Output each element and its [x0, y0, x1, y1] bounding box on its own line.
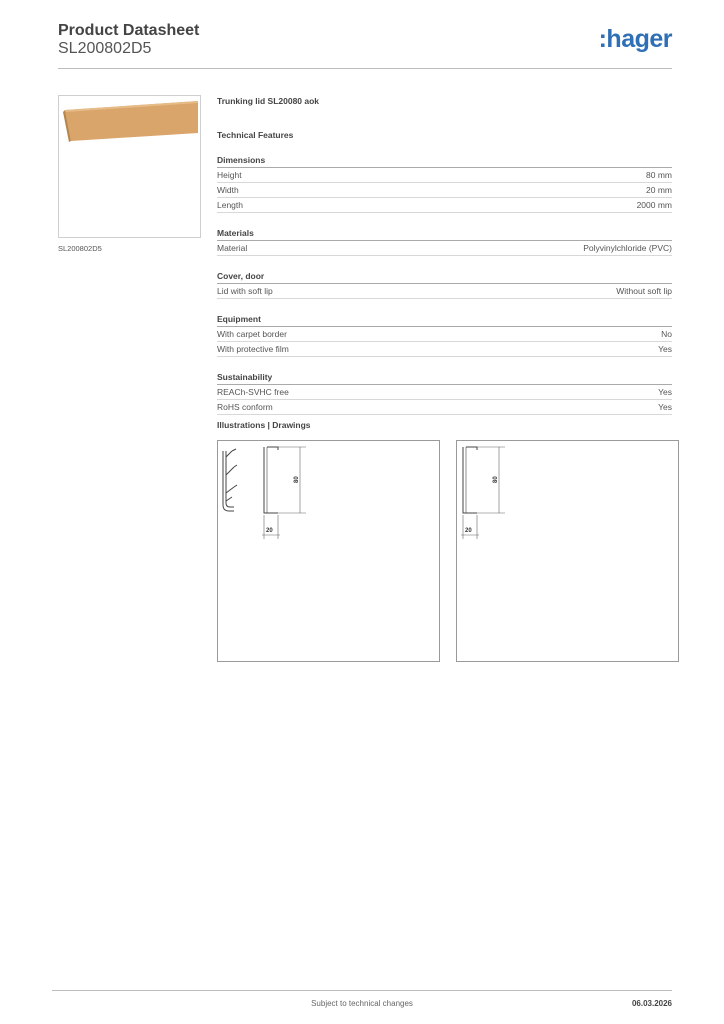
spec-row — [217, 241, 672, 256]
spec-row — [217, 385, 672, 400]
spec-value: Yes — [658, 344, 672, 354]
spec-label: Height — [217, 170, 242, 180]
cross-section-drawing-2 — [457, 441, 678, 661]
section-sustainability — [217, 372, 672, 415]
product-image — [58, 95, 201, 238]
spec-value: 2000 mm — [636, 200, 672, 210]
spec-row — [217, 183, 672, 198]
height-dimension-label: 80 — [493, 476, 499, 483]
spec-label: With carpet border — [217, 329, 287, 339]
product-name: Trunking lid SL20080 aok — [217, 96, 320, 106]
spec-label: Length — [217, 200, 243, 210]
product-image-caption: SL200802D5 — [58, 244, 102, 253]
drawing-frame-1 — [217, 440, 440, 662]
page-header — [58, 22, 672, 70]
section-title: Materials — [217, 228, 672, 241]
section-title: Sustainability — [217, 372, 672, 385]
spec-label: Lid with soft lip — [217, 286, 273, 296]
footer-date: 06.03.2026 — [631, 999, 672, 1008]
hager-logo: :hager — [598, 25, 672, 53]
spec-value: 20 mm — [646, 185, 672, 195]
spec-row — [217, 168, 672, 183]
spec-label: RoHS conform — [217, 402, 273, 412]
section-dimensions — [217, 155, 672, 213]
cross-section-drawing-1 — [218, 441, 439, 661]
section-title: Cover, door — [217, 271, 672, 284]
spec-row — [217, 198, 672, 213]
section-title: Equipment — [217, 314, 672, 327]
footer-note: Subject to technical changes — [311, 999, 413, 1008]
header-divider — [58, 68, 672, 69]
spec-value: Yes — [658, 402, 672, 412]
spec-value: Polyvinylchloride (PVC) — [583, 243, 672, 253]
section-cover-door — [217, 271, 672, 299]
section-equipment — [217, 314, 672, 357]
section-materials — [217, 228, 672, 256]
width-dimension-label: 20 — [266, 528, 273, 534]
footer-divider — [52, 990, 672, 991]
spec-label: Width — [217, 185, 239, 195]
product-code: SL200802D5 — [58, 40, 152, 57]
spec-value: Without soft lip — [616, 286, 672, 296]
spec-value: 80 mm — [646, 170, 672, 180]
product-details — [217, 96, 672, 415]
section-title: Dimensions — [217, 155, 672, 168]
spec-label: REACh-SVHC free — [217, 387, 289, 397]
document-title: Product Datasheet — [58, 22, 200, 39]
spec-value: Yes — [658, 387, 672, 397]
spec-row — [217, 342, 672, 357]
spec-row — [217, 284, 672, 299]
spec-label: Material — [217, 243, 248, 253]
spec-label: With protective film — [217, 344, 289, 354]
illustrations-heading: Illustrations | Drawings — [217, 420, 311, 430]
spec-row — [217, 327, 672, 342]
trunking-lid-illustration — [59, 96, 200, 237]
spec-row — [217, 400, 672, 415]
drawing-frame-2 — [456, 440, 679, 662]
height-dimension-label: 80 — [294, 476, 300, 483]
spec-value: No — [661, 329, 672, 339]
width-dimension-label: 20 — [465, 528, 472, 534]
technical-features-heading: Technical Features — [217, 130, 294, 140]
